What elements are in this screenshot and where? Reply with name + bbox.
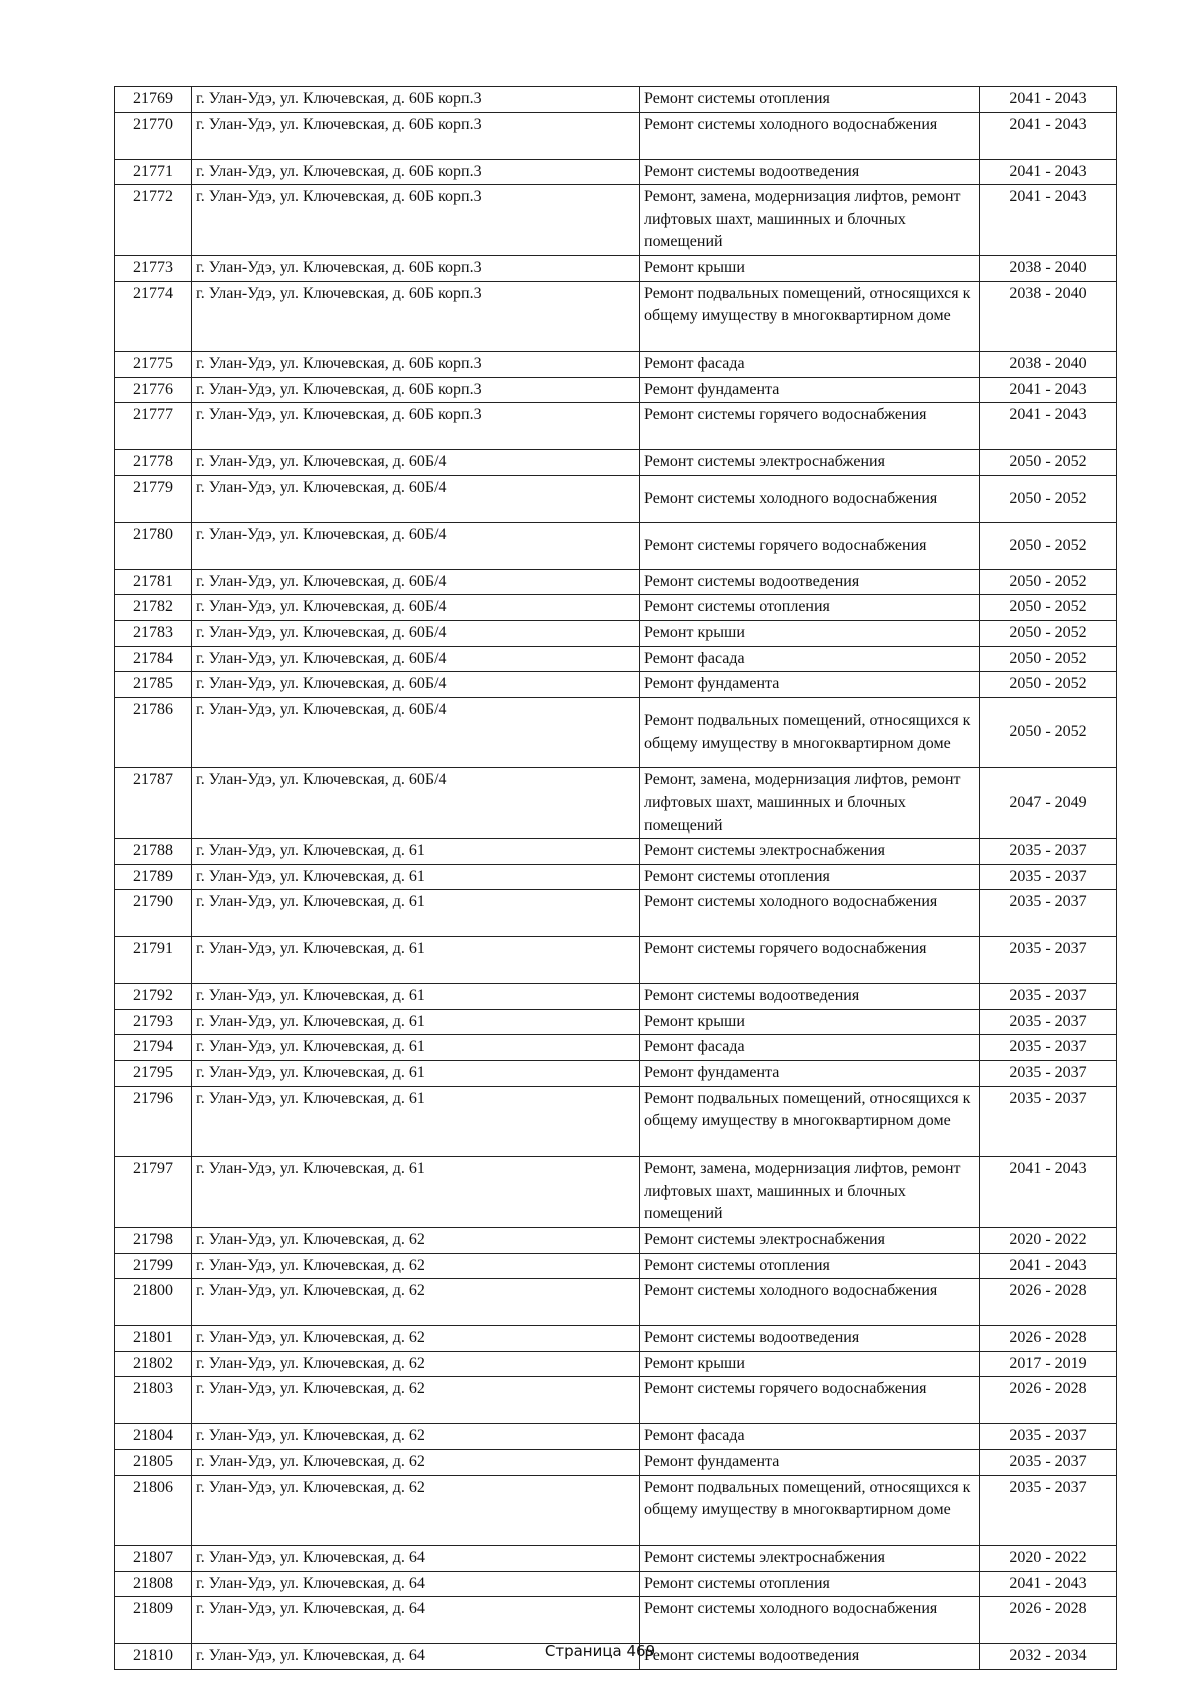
row-period: 2041 - 2043 (980, 403, 1117, 450)
row-number: 21771 (115, 159, 192, 185)
table-row (115, 255, 1117, 281)
page-number: Страница 469 (544, 1642, 656, 1660)
table-row (115, 595, 1117, 621)
row-period: 2047 - 2049 (980, 768, 1117, 839)
row-work-type: Ремонт крыши (640, 255, 980, 281)
row-period: 2020 - 2022 (980, 1227, 1117, 1253)
row-address: г. Улан-Удэ, ул. Ключевская, д. 60Б/4 (192, 621, 640, 647)
row-address: г. Улан-Удэ, ул. Ключевская, д. 62 (192, 1351, 640, 1377)
row-address: г. Улан-Удэ, ул. Ключевская, д. 64 (192, 1571, 640, 1597)
table-row (115, 1377, 1117, 1424)
row-number: 21789 (115, 864, 192, 890)
row-work-type: Ремонт подвальных помещений, относящихся к общему имуществу в многоквартирном доме (640, 1475, 980, 1546)
row-address: г. Улан-Удэ, ул. Ключевская, д. 60Б/4 (192, 450, 640, 476)
table-row (115, 839, 1117, 865)
row-period: 2032 - 2034 (980, 1644, 1117, 1670)
table-row (115, 377, 1117, 403)
row-number: 21787 (115, 768, 192, 839)
row-address: г. Улан-Удэ, ул. Ключевская, д. 60Б/4 (192, 697, 640, 768)
table-row (115, 1424, 1117, 1450)
row-address: г. Улан-Удэ, ул. Ключевская, д. 62 (192, 1279, 640, 1326)
row-address: г. Улан-Удэ, ул. Ключевская, д. 62 (192, 1377, 640, 1424)
row-period: 2035 - 2037 (980, 1009, 1117, 1035)
document-page (114, 86, 1116, 1670)
table-row (115, 1086, 1117, 1157)
table-body (115, 87, 1117, 1670)
row-address: г. Улан-Удэ, ул. Ключевская, д. 61 (192, 937, 640, 984)
row-work-type: Ремонт фундамента (640, 672, 980, 698)
row-address: г. Улан-Удэ, ул. Ключевская, д. 61 (192, 890, 640, 937)
row-number: 21786 (115, 697, 192, 768)
row-work-type: Ремонт системы электроснабжения (640, 839, 980, 865)
row-address: г. Улан-Удэ, ул. Ключевская, д. 60Б/4 (192, 595, 640, 621)
row-number: 21794 (115, 1035, 192, 1061)
row-period: 2026 - 2028 (980, 1597, 1117, 1644)
row-period: 2035 - 2037 (980, 937, 1117, 984)
row-work-type: Ремонт системы водоотведения (640, 569, 980, 595)
row-number: 21784 (115, 646, 192, 672)
row-period: 2050 - 2052 (980, 595, 1117, 621)
row-number: 21806 (115, 1475, 192, 1546)
row-work-type: Ремонт, замена, модернизация лифтов, ремонт лифтовых шахт, машинных и блочных помещений (640, 185, 980, 256)
row-number: 21777 (115, 403, 192, 450)
row-work-type: Ремонт системы холодного водоснабжения (640, 112, 980, 159)
row-address: г. Улан-Удэ, ул. Ключевская, д. 60Б/4 (192, 522, 640, 569)
row-work-type: Ремонт системы горячего водоснабжения (640, 1377, 980, 1424)
row-period: 2050 - 2052 (980, 450, 1117, 476)
table-row (115, 159, 1117, 185)
row-address: г. Улан-Удэ, ул. Ключевская, д. 62 (192, 1449, 640, 1475)
row-work-type: Ремонт системы отопления (640, 595, 980, 621)
row-number: 21769 (115, 87, 192, 113)
row-work-type: Ремонт системы холодного водоснабжения (640, 1279, 980, 1326)
row-number: 21809 (115, 1597, 192, 1644)
table-row (115, 352, 1117, 378)
row-number: 21792 (115, 984, 192, 1010)
row-work-type: Ремонт системы холодного водоснабжения (640, 475, 980, 522)
row-work-type: Ремонт фундамента (640, 377, 980, 403)
table-row (115, 569, 1117, 595)
row-period: 2041 - 2043 (980, 87, 1117, 113)
row-address: г. Улан-Удэ, ул. Ключевская, д. 60Б корп.3 (192, 159, 640, 185)
table-row (115, 1351, 1117, 1377)
table-row (115, 890, 1117, 937)
row-period: 2035 - 2037 (980, 1061, 1117, 1087)
row-period: 2041 - 2043 (980, 159, 1117, 185)
table-row (115, 112, 1117, 159)
row-work-type: Ремонт крыши (640, 621, 980, 647)
row-period: 2035 - 2037 (980, 1475, 1117, 1546)
row-number: 21805 (115, 1449, 192, 1475)
row-work-type: Ремонт системы отопления (640, 1253, 980, 1279)
row-address: г. Улан-Удэ, ул. Ключевская, д. 60Б корп.3 (192, 185, 640, 256)
row-period: 2035 - 2037 (980, 864, 1117, 890)
row-number: 21788 (115, 839, 192, 865)
row-period: 2038 - 2040 (980, 255, 1117, 281)
table-row (115, 1475, 1117, 1546)
table-row (115, 1253, 1117, 1279)
row-number: 21810 (115, 1644, 192, 1670)
table-row (115, 937, 1117, 984)
row-number: 21779 (115, 475, 192, 522)
table-row (115, 1597, 1117, 1644)
row-number: 21776 (115, 377, 192, 403)
row-work-type: Ремонт фундамента (640, 1061, 980, 1087)
table-row (115, 522, 1117, 569)
table-row (115, 1449, 1117, 1475)
row-address: г. Улан-Удэ, ул. Ключевская, д. 61 (192, 1035, 640, 1061)
row-work-type: Ремонт системы отопления (640, 864, 980, 890)
row-number: 21796 (115, 1086, 192, 1157)
row-period: 2041 - 2043 (980, 1253, 1117, 1279)
table-row (115, 1009, 1117, 1035)
table-row (115, 697, 1117, 768)
row-work-type: Ремонт системы водоотведения (640, 984, 980, 1010)
row-address: г. Улан-Удэ, ул. Ключевская, д. 61 (192, 839, 640, 865)
row-number: 21772 (115, 185, 192, 256)
table-row (115, 864, 1117, 890)
row-number: 21799 (115, 1253, 192, 1279)
table-row (115, 87, 1117, 113)
table-row (115, 403, 1117, 450)
table-row (115, 450, 1117, 476)
row-number: 21782 (115, 595, 192, 621)
row-address: г. Улан-Удэ, ул. Ключевская, д. 60Б корп.3 (192, 403, 640, 450)
table-row (115, 768, 1117, 839)
row-address: г. Улан-Удэ, ул. Ключевская, д. 61 (192, 864, 640, 890)
row-work-type: Ремонт крыши (640, 1351, 980, 1377)
row-work-type: Ремонт системы горячего водоснабжения (640, 403, 980, 450)
row-work-type: Ремонт крыши (640, 1009, 980, 1035)
row-period: 2041 - 2043 (980, 377, 1117, 403)
table-row (115, 984, 1117, 1010)
row-address: г. Улан-Удэ, ул. Ключевская, д. 61 (192, 984, 640, 1010)
row-period: 2026 - 2028 (980, 1279, 1117, 1326)
table-row (115, 1571, 1117, 1597)
row-work-type: Ремонт системы электроснабжения (640, 450, 980, 476)
row-work-type: Ремонт системы водоотведения (640, 159, 980, 185)
row-work-type: Ремонт фасада (640, 1424, 980, 1450)
row-period: 2050 - 2052 (980, 697, 1117, 768)
row-number: 21795 (115, 1061, 192, 1087)
table-row (115, 185, 1117, 256)
row-period: 2041 - 2043 (980, 1157, 1117, 1228)
row-number: 21773 (115, 255, 192, 281)
row-address: г. Улан-Удэ, ул. Ключевская, д. 60Б корп.3 (192, 112, 640, 159)
row-number: 21785 (115, 672, 192, 698)
row-number: 21803 (115, 1377, 192, 1424)
row-period: 2038 - 2040 (980, 281, 1117, 352)
row-address: г. Улан-Удэ, ул. Ключевская, д. 62 (192, 1326, 640, 1352)
row-address: г. Улан-Удэ, ул. Ключевская, д. 62 (192, 1424, 640, 1450)
table-row (115, 1227, 1117, 1253)
row-number: 21798 (115, 1227, 192, 1253)
row-address: г. Улан-Удэ, ул. Ключевская, д. 60Б корп.3 (192, 255, 640, 281)
row-number: 21791 (115, 937, 192, 984)
row-work-type: Ремонт системы водоотведения (640, 1326, 980, 1352)
row-number: 21780 (115, 522, 192, 569)
row-work-type: Ремонт системы отопления (640, 1571, 980, 1597)
row-number: 21781 (115, 569, 192, 595)
row-address: г. Улан-Удэ, ул. Ключевская, д. 62 (192, 1475, 640, 1546)
row-number: 21774 (115, 281, 192, 352)
row-address: г. Улан-Удэ, ул. Ключевская, д. 61 (192, 1061, 640, 1087)
table-row (115, 1326, 1117, 1352)
row-address: г. Улан-Удэ, ул. Ключевская, д. 62 (192, 1253, 640, 1279)
table-row (115, 621, 1117, 647)
row-period: 2017 - 2019 (980, 1351, 1117, 1377)
row-period: 2035 - 2037 (980, 1449, 1117, 1475)
row-address: г. Улан-Удэ, ул. Ключевская, д. 61 (192, 1009, 640, 1035)
row-address: г. Улан-Удэ, ул. Ключевская, д. 60Б/4 (192, 768, 640, 839)
row-address: г. Улан-Удэ, ул. Ключевская, д. 60Б/4 (192, 569, 640, 595)
row-address: г. Улан-Удэ, ул. Ключевская, д. 61 (192, 1157, 640, 1228)
row-work-type: Ремонт, замена, модернизация лифтов, ремонт лифтовых шахт, машинных и блочных помещений (640, 1157, 980, 1228)
row-address: г. Улан-Удэ, ул. Ключевская, д. 62 (192, 1227, 640, 1253)
row-work-type: Ремонт, замена, модернизация лифтов, ремонт лифтовых шахт, машинных и блочных помещений (640, 768, 980, 839)
row-period: 2026 - 2028 (980, 1326, 1117, 1352)
row-number: 21793 (115, 1009, 192, 1035)
row-number: 21801 (115, 1326, 192, 1352)
row-work-type: Ремонт фундамента (640, 1449, 980, 1475)
row-number: 21800 (115, 1279, 192, 1326)
row-address: г. Улан-Удэ, ул. Ключевская, д. 64 (192, 1597, 640, 1644)
row-work-type: Ремонт системы отопления (640, 87, 980, 113)
table-row (115, 1035, 1117, 1061)
row-number: 21783 (115, 621, 192, 647)
row-period: 2035 - 2037 (980, 1424, 1117, 1450)
row-number: 21778 (115, 450, 192, 476)
row-period: 2020 - 2022 (980, 1546, 1117, 1572)
row-period: 2035 - 2037 (980, 890, 1117, 937)
table-row (115, 1157, 1117, 1228)
row-work-type: Ремонт системы электроснабжения (640, 1227, 980, 1253)
row-address: г. Улан-Удэ, ул. Ключевская, д. 60Б/4 (192, 672, 640, 698)
row-period: 2038 - 2040 (980, 352, 1117, 378)
row-period: 2026 - 2028 (980, 1377, 1117, 1424)
row-address: г. Улан-Удэ, ул. Ключевская, д. 60Б/4 (192, 475, 640, 522)
row-work-type: Ремонт фасада (640, 1035, 980, 1061)
table-row (115, 1061, 1117, 1087)
row-address: г. Улан-Удэ, ул. Ключевская, д. 60Б корп.3 (192, 377, 640, 403)
row-work-type: Ремонт фасада (640, 352, 980, 378)
row-period: 2050 - 2052 (980, 569, 1117, 595)
row-number: 21804 (115, 1424, 192, 1450)
row-number: 21802 (115, 1351, 192, 1377)
row-period: 2050 - 2052 (980, 522, 1117, 569)
row-work-type: Ремонт подвальных помещений, относящихся к общему имуществу в многоквартирном доме (640, 281, 980, 352)
row-address: г. Улан-Удэ, ул. Ключевская, д. 60Б/4 (192, 646, 640, 672)
row-number: 21807 (115, 1546, 192, 1572)
row-number: 21790 (115, 890, 192, 937)
row-period: 2035 - 2037 (980, 1035, 1117, 1061)
row-work-type: Ремонт системы горячего водоснабжения (640, 522, 980, 569)
row-period: 2035 - 2037 (980, 984, 1117, 1010)
row-address: г. Улан-Удэ, ул. Ключевская, д. 60Б корп.3 (192, 281, 640, 352)
row-address: г. Улан-Удэ, ул. Ключевская, д. 60Б корп.3 (192, 352, 640, 378)
row-work-type: Ремонт подвальных помещений, относящихся к общему имуществу в многоквартирном доме (640, 1086, 980, 1157)
row-work-type: Ремонт фасада (640, 646, 980, 672)
row-number: 21775 (115, 352, 192, 378)
row-period: 2050 - 2052 (980, 621, 1117, 647)
row-period: 2041 - 2043 (980, 185, 1117, 256)
row-number: 21808 (115, 1571, 192, 1597)
table-row (115, 1279, 1117, 1326)
table-row (115, 281, 1117, 352)
row-period: 2050 - 2052 (980, 475, 1117, 522)
row-address: г. Улан-Удэ, ул. Ключевская, д. 64 (192, 1546, 640, 1572)
row-work-type: Ремонт системы холодного водоснабжения (640, 1597, 980, 1644)
table-row (115, 672, 1117, 698)
row-work-type: Ремонт системы водоотведения (640, 1644, 980, 1670)
table-row (115, 1546, 1117, 1572)
row-period: 2035 - 2037 (980, 1086, 1117, 1157)
row-address: г. Улан-Удэ, ул. Ключевская, д. 61 (192, 1086, 640, 1157)
row-work-type: Ремонт системы горячего водоснабжения (640, 937, 980, 984)
row-address: г. Улан-Удэ, ул. Ключевская, д. 60Б корп.3 (192, 87, 640, 113)
row-address: г. Улан-Удэ, ул. Ключевская, д. 64 (192, 1644, 640, 1670)
row-period: 2050 - 2052 (980, 646, 1117, 672)
table-row (115, 646, 1117, 672)
row-period: 2035 - 2037 (980, 839, 1117, 865)
row-number: 21797 (115, 1157, 192, 1228)
row-work-type: Ремонт подвальных помещений, относящихся к общему имуществу в многоквартирном доме (640, 697, 980, 768)
row-work-type: Ремонт системы электроснабжения (640, 1546, 980, 1572)
row-period: 2041 - 2043 (980, 112, 1117, 159)
repair-schedule-table (114, 86, 1117, 1670)
row-work-type: Ремонт системы холодного водоснабжения (640, 890, 980, 937)
row-period: 2041 - 2043 (980, 1571, 1117, 1597)
row-period: 2050 - 2052 (980, 672, 1117, 698)
row-number: 21770 (115, 112, 192, 159)
table-row (115, 475, 1117, 522)
